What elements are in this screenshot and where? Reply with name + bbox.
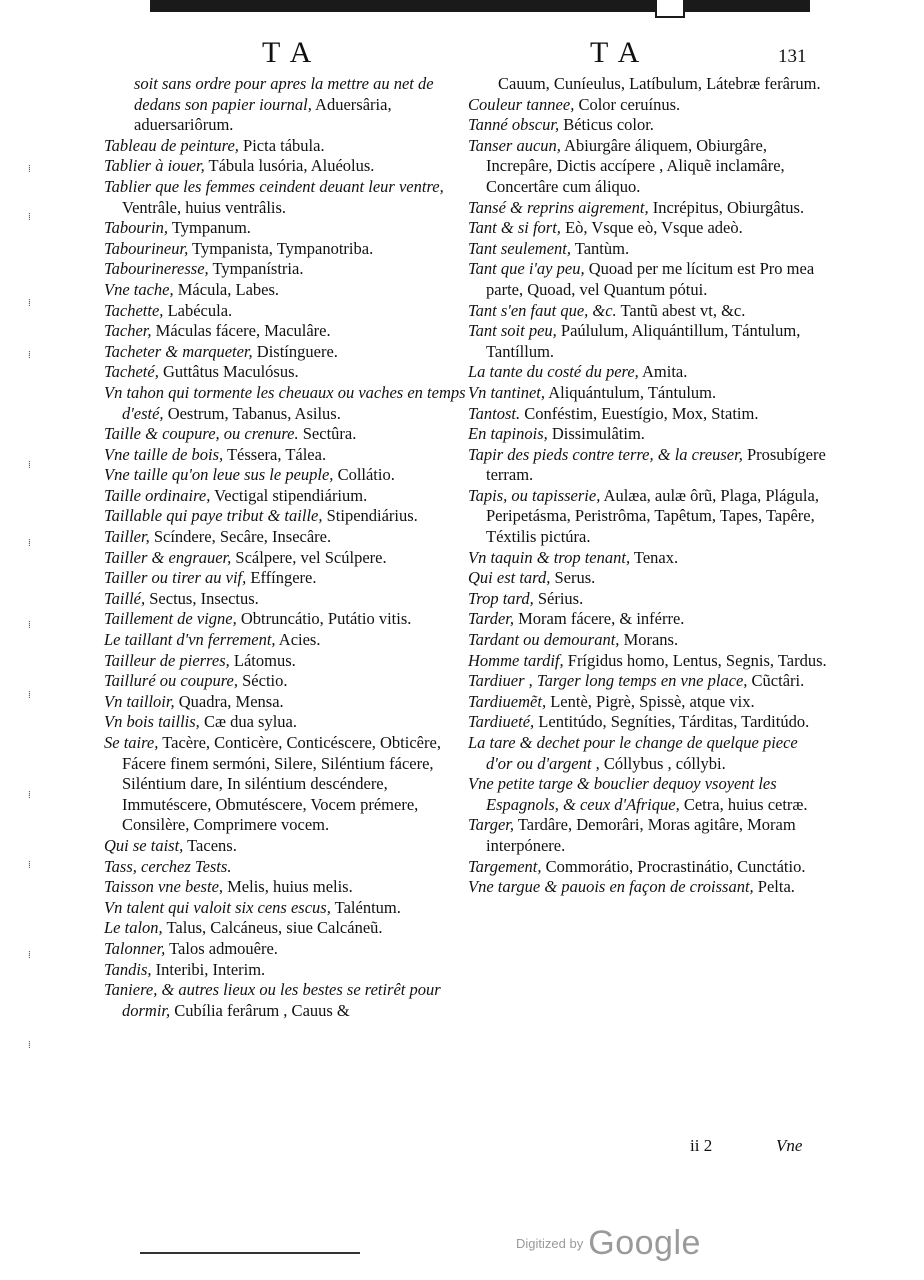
dictionary-entry — [104, 651, 472, 672]
top-edge-tab — [655, 0, 685, 18]
french-headword: Taillable qui paye tribut & taille, — [104, 506, 323, 526]
latin-equivalent: Sérius. — [533, 588, 584, 608]
latin-equivalent: Séctio. — [238, 671, 288, 691]
latin-equivalent: Paúlulum, Aliquántillum, Tántulum, Tantíllum. — [486, 321, 801, 361]
latin-equivalent: Talos admouêre. — [165, 938, 278, 958]
latin-equivalent: Tardâre, Demorâri, Moras agitâre, Moram interpónere. — [486, 815, 796, 855]
french-headword: Vn tahon qui tormente les cheuaux ou vaches en temps d'esté, — [104, 382, 466, 423]
dictionary-entry — [104, 424, 472, 445]
dictionary-entry — [104, 692, 472, 713]
french-headword: Tardant ou demourant, — [468, 630, 620, 650]
french-headword: Vne taille de bois, — [104, 444, 224, 464]
french-headword: Tant seulement, — [468, 238, 571, 258]
dictionary-entry — [104, 177, 472, 218]
bottom-rule — [140, 1252, 360, 1254]
dictionary-entry — [468, 857, 828, 878]
running-head-right: T A — [590, 36, 642, 69]
latin-equivalent: Tympanum. — [168, 218, 251, 238]
dictionary-entry — [104, 218, 472, 239]
latin-equivalent: Amita. — [638, 362, 688, 382]
latin-equivalent: Aliquántulum, Tántulum. — [545, 382, 717, 402]
margin-mark: ⁞ — [28, 790, 31, 801]
french-headword: Tablier à iouer, — [104, 156, 205, 176]
dictionary-entry — [468, 404, 828, 425]
latin-equivalent: Tacère, Conticère, Conticéscere, Obticêre, Fácere finem sermóni, Silere, Siléntium fácere, Siléntium dare, In siléntium descéndere, Immutéscere, Obmutéscere, Vocem prémere, Consilère, Comprimere vocem. — [122, 733, 441, 835]
french-headword: Se taire, — [104, 733, 159, 752]
latin-equivalent: Obtruncátio, Putátio vitis. — [236, 609, 412, 629]
watermark-logo: Google — [588, 1224, 701, 1262]
dictionary-entry — [468, 877, 828, 898]
french-headword: Tass, cerchez Tests. — [104, 856, 232, 876]
french-headword: Tant que i'ay peu, — [468, 259, 585, 279]
french-headword: Tabourineur, — [104, 238, 189, 258]
dictionary-entry — [104, 568, 472, 589]
latin-equivalent: Labécula. — [163, 300, 233, 320]
dictionary-entry — [468, 733, 828, 774]
french-headword: Vne targue & pauois en façon de croissant, — [468, 877, 754, 897]
french-headword: Couleur tannee, — [468, 94, 575, 114]
dictionary-entry — [104, 362, 472, 383]
french-headword: Vne petite targe & bouclier dequoy vsoyent les Espagnols, & ceux d'Afrique, — [468, 774, 777, 814]
latin-equivalent: Mácula, Labes. — [173, 279, 280, 299]
french-headword: Le taillant d'vn ferrement, — [104, 630, 276, 650]
latin-equivalent: Commorátio, Procrastinátio, Cunctátio. — [541, 856, 806, 876]
top-edge-bar — [150, 0, 810, 12]
latin-equivalent: Guttâtus Maculósus. — [158, 362, 299, 382]
latin-equivalent: Vectigal stipendiárium. — [210, 485, 368, 505]
dictionary-entry — [104, 506, 472, 527]
dictionary-entry — [104, 898, 472, 919]
latin-equivalent: Tenax. — [630, 547, 679, 567]
french-headword: Homme tardif, — [468, 650, 564, 670]
margin-mark: ⁞ — [28, 538, 31, 549]
french-headword: Tansé & reprins aigrement, — [468, 197, 649, 217]
margin-mark: ⁞ — [28, 350, 31, 361]
dictionary-entry — [468, 609, 828, 630]
french-headword: Tapir des pieds contre terre, & la creuser, — [468, 444, 743, 464]
dictionary-entry — [468, 548, 828, 569]
dictionary-entry — [468, 74, 828, 95]
dictionary-entry — [104, 136, 472, 157]
latin-equivalent: Incrépitus, Obiurgâtus. — [648, 197, 805, 217]
latin-equivalent: Lentè, Pigrè, Spissè, atque vix. — [546, 691, 755, 711]
latin-equivalent: Sectûra. — [298, 424, 357, 444]
dictionary-entry — [104, 445, 472, 466]
watermark-prefix: Digitized by — [516, 1236, 584, 1251]
french-headword: Tableau de peinture, — [104, 135, 239, 155]
latin-equivalent: Prosubígere terram. — [486, 444, 826, 485]
latin-equivalent: Melis, huius melis. — [223, 877, 353, 897]
latin-equivalent: Pelta. — [753, 877, 795, 897]
margin-mark: ⁞ — [28, 690, 31, 701]
latin-equivalent: Talus, Calcáneus, siue Calcáneũ. — [162, 918, 383, 938]
dictionary-entry — [468, 198, 828, 219]
dictionary-entry — [104, 960, 472, 981]
latin-equivalent: Effíngere. — [246, 568, 317, 588]
french-headword: Tablier que les femmes ceindent deuant leur ventre, — [104, 176, 444, 196]
margin-mark: ⁞ — [28, 460, 31, 471]
french-headword: Vn tailloir, — [104, 691, 175, 711]
dictionary-entry — [104, 918, 472, 939]
right-column — [468, 74, 828, 898]
french-headword: Tant & si fort, — [468, 218, 561, 238]
margin-mark: ⁞ — [28, 212, 31, 223]
french-headword: Vn taquin & trop tenant, — [468, 547, 631, 567]
latin-equivalent: Eò, Vsque eò, Vsque adeò. — [560, 218, 743, 238]
dictionary-entry — [468, 301, 828, 322]
french-headword: Taniere, & autres lieux ou les bestes se retirêt pour dormir, — [104, 980, 441, 1020]
latin-equivalent: Interibi, Interim. — [151, 959, 266, 979]
latin-equivalent: Cæ dua sylua. — [199, 712, 297, 732]
latin-equivalent: Aduersâria, aduersariôrum. — [134, 94, 392, 135]
margin-mark: ⁞ — [28, 298, 31, 309]
latin-equivalent: Scálpere, vel Scúlpere. — [231, 547, 387, 567]
dictionary-entry — [468, 218, 828, 239]
dictionary-entry — [104, 321, 472, 342]
dictionary-entry — [468, 362, 828, 383]
dictionary-entry — [468, 321, 828, 362]
latin-equivalent: Tábula lusória, Aluéolus. — [204, 156, 375, 176]
latin-equivalent: Cubília ferârum , Cauus & — [170, 1000, 350, 1020]
margin-mark: ⁞ — [28, 860, 31, 871]
french-headword: Le talon, — [104, 918, 163, 938]
latin-equivalent: Serus. — [550, 568, 596, 588]
french-headword: Qui se taist, — [104, 835, 184, 855]
dictionary-entry — [468, 424, 828, 445]
dictionary-entry — [104, 877, 472, 898]
french-headword: Vne taille qu'on leue sus le peuple, — [104, 465, 334, 485]
dictionary-entry — [468, 115, 828, 136]
latin-equivalent: Tantùm. — [570, 238, 630, 258]
french-headword: Tantost. — [468, 403, 521, 423]
dictionary-entry — [104, 239, 472, 260]
catchword: Vne — [776, 1136, 803, 1155]
dictionary-entry — [468, 671, 828, 692]
french-headword: Vn tantinet, — [468, 382, 545, 402]
dictionary-entry — [104, 548, 472, 569]
latin-equivalent: Stipendiárius. — [322, 506, 418, 526]
dictionary-entry — [468, 589, 828, 610]
latin-equivalent: Taléntum. — [330, 897, 401, 917]
french-headword: La tare & dechet pour le change de quelque piece d'or ou d'argent , — [468, 733, 798, 773]
dictionary-entry — [104, 980, 472, 1021]
french-headword: Targement, — [468, 856, 542, 876]
margin-mark: ⁞ — [28, 164, 31, 175]
dictionary-entry — [468, 383, 828, 404]
latin-equivalent: Frígidus homo, Lentus, Segnis, Tardus. — [563, 650, 827, 670]
french-headword: Tanné obscur, — [468, 115, 560, 135]
dictionary-entry — [468, 136, 828, 198]
latin-equivalent: Quadra, Mensa. — [174, 691, 284, 711]
french-headword: Tandis, — [104, 959, 152, 979]
dictionary-entry — [104, 280, 472, 301]
french-headword: Talonner, — [104, 938, 166, 958]
french-headword: Tailler & engrauer, — [104, 547, 232, 567]
latin-equivalent: Máculas fácere, Maculâre. — [151, 321, 331, 341]
dictionary-entry — [468, 568, 828, 589]
french-headword: Tachette, — [104, 300, 164, 320]
french-headword: Tailler ou tirer au vif, — [104, 568, 247, 588]
latin-equivalent: Látomus. — [229, 650, 296, 670]
dictionary-entry — [104, 671, 472, 692]
latin-equivalent: Acies. — [275, 630, 321, 650]
french-headword: Taille & coupure, ou crenure. — [104, 424, 299, 444]
dictionary-entry — [468, 486, 828, 548]
latin-equivalent: Lentitúdo, Segníties, Tárditas, Tarditúdo. — [534, 712, 810, 732]
signature-mark: ii 2 — [690, 1136, 713, 1155]
dictionary-entry — [104, 342, 472, 363]
dictionary-entry — [468, 259, 828, 300]
french-headword: Tardiuer , Targer long temps en vne place, — [468, 671, 748, 691]
french-headword: Taillement de vigne, — [104, 609, 237, 629]
french-headword: La tante du costé du pere, — [468, 362, 639, 382]
latin-equivalent: Aulæa, aulæ ôrũ, Plaga, Plágula, Peripetásma, Peristrôma, Tapêtum, Tapes, Tapêre, Téxtilis pictúra. — [486, 485, 819, 547]
latin-equivalent: Oestrum, Tabanus, Asilus. — [163, 403, 341, 423]
left-column — [104, 74, 472, 1021]
french-headword: Taisson vne beste, — [104, 877, 224, 897]
latin-equivalent: Dissimulâtim. — [547, 424, 645, 444]
margin-annotations — [0, 150, 60, 1150]
margin-mark: ⁞ — [28, 1040, 31, 1051]
dictionary-entry — [104, 857, 472, 878]
latin-equivalent: Ventrâle, huius ventrâlis. — [122, 197, 287, 217]
latin-equivalent: Abiurgâre áliquem, Obiurgâre, Increpâre, Dictis accípere , Aliquẽ inclamâre, Concertâre cum áliquo. — [486, 135, 785, 196]
dictionary-entry — [468, 692, 828, 713]
digitized-watermark — [516, 1224, 701, 1263]
french-headword: Vn bois taillis, — [104, 712, 200, 732]
latin-equivalent: Téssera, Tálea. — [223, 444, 327, 464]
dictionary-entry — [104, 259, 472, 280]
latin-equivalent: Quoad per me lícitum est Pro mea parte, Quoad, vel Quantum pótui. — [486, 259, 815, 299]
french-headword: Tailler, — [104, 527, 150, 547]
french-headword: Tacheter & marqueter, — [104, 341, 253, 361]
french-headword: Targer, — [468, 815, 515, 835]
latin-equivalent: Scíndere, Secâre, Insecâre. — [149, 527, 332, 547]
dictionary-entry — [104, 589, 472, 610]
french-headword: Tarder, — [468, 609, 515, 629]
latin-equivalent: Cauum, Cuníeulus, Latíbulum, Látebræ ferârum. — [498, 74, 821, 93]
dictionary-entry — [468, 774, 828, 815]
latin-equivalent: Sectus, Insectus. — [145, 588, 259, 608]
dictionary-entry — [104, 74, 472, 136]
french-headword: Tapis, ou tapisserie, — [468, 485, 601, 505]
page-number: 131 — [778, 46, 807, 67]
french-headword: Tabourin, — [104, 218, 169, 238]
french-headword: En tapinois, — [468, 424, 548, 444]
latin-equivalent: Morans. — [619, 630, 679, 650]
dictionary-entry — [104, 733, 472, 836]
french-headword: Vn talent qui valoit six cens escus, — [104, 897, 331, 917]
latin-equivalent: Béticus color. — [559, 115, 654, 135]
french-headword: soit sans ordre pour apres la mettre au net de dedans son papier iournal, — [134, 74, 434, 114]
dictionary-entry — [104, 465, 472, 486]
latin-equivalent: Picta tábula. — [238, 135, 325, 155]
latin-equivalent: Color ceruínus. — [574, 94, 681, 114]
french-headword: Tacher, — [104, 321, 152, 341]
margin-mark: ⁞ — [28, 620, 31, 631]
french-headword: Tardiueté, — [468, 712, 535, 732]
dictionary-entry — [468, 630, 828, 651]
latin-equivalent: Cetra, huius cetræ. — [679, 794, 808, 814]
french-headword: Vne tache, — [104, 279, 174, 299]
latin-equivalent: Distínguere. — [252, 341, 338, 361]
french-headword: Tabourineresse, — [104, 259, 209, 279]
latin-equivalent: Tympanístria. — [208, 259, 304, 279]
dictionary-entry — [468, 651, 828, 672]
french-headword: Tardiuemẽt, — [468, 691, 547, 711]
french-headword: Tacheté, — [104, 362, 159, 382]
dictionary-entry — [468, 815, 828, 856]
dictionary-entry — [104, 630, 472, 651]
french-headword: Qui est tard, — [468, 568, 551, 588]
dictionary-entry — [104, 383, 472, 424]
running-head-left: T A — [262, 36, 314, 69]
latin-equivalent: Collátio. — [333, 465, 395, 485]
french-headword: Taillé, — [104, 588, 146, 608]
latin-equivalent: Cóllybus , cóllybi. — [599, 753, 726, 773]
latin-equivalent: Tantũ abest vt, &c. — [616, 300, 746, 320]
french-headword: Tanser aucun, — [468, 135, 561, 155]
latin-equivalent: Cũctâri. — [747, 671, 805, 691]
french-headword: Tailluré ou coupure, — [104, 671, 238, 691]
french-headword: Taille ordinaire, — [104, 485, 211, 505]
dictionary-entry — [104, 527, 472, 548]
french-headword: Trop tard, — [468, 588, 534, 608]
dictionary-entry — [104, 712, 472, 733]
latin-equivalent: Moram fácere, & inférre. — [514, 609, 685, 629]
french-headword: Tant s'en faut que, &c. — [468, 300, 617, 320]
french-headword: Tailleur de pierres, — [104, 650, 230, 670]
dictionary-entry — [104, 486, 472, 507]
french-headword: Tant soit peu, — [468, 321, 557, 341]
dictionary-entry — [104, 156, 472, 177]
dictionary-entry — [104, 301, 472, 322]
latin-equivalent: Conféstim, Euestígio, Mox, Statim. — [520, 403, 759, 423]
dictionary-entry — [104, 939, 472, 960]
dictionary-entry — [468, 239, 828, 260]
dictionary-entry — [104, 609, 472, 630]
dictionary-entry — [468, 712, 828, 733]
latin-equivalent: Tacens. — [183, 835, 237, 855]
dictionary-entry — [468, 445, 828, 486]
latin-equivalent: Tympanista, Tympanotriba. — [188, 238, 374, 258]
dictionary-entry — [468, 95, 828, 116]
margin-mark: ⁞ — [28, 950, 31, 961]
dictionary-entry — [104, 836, 472, 857]
